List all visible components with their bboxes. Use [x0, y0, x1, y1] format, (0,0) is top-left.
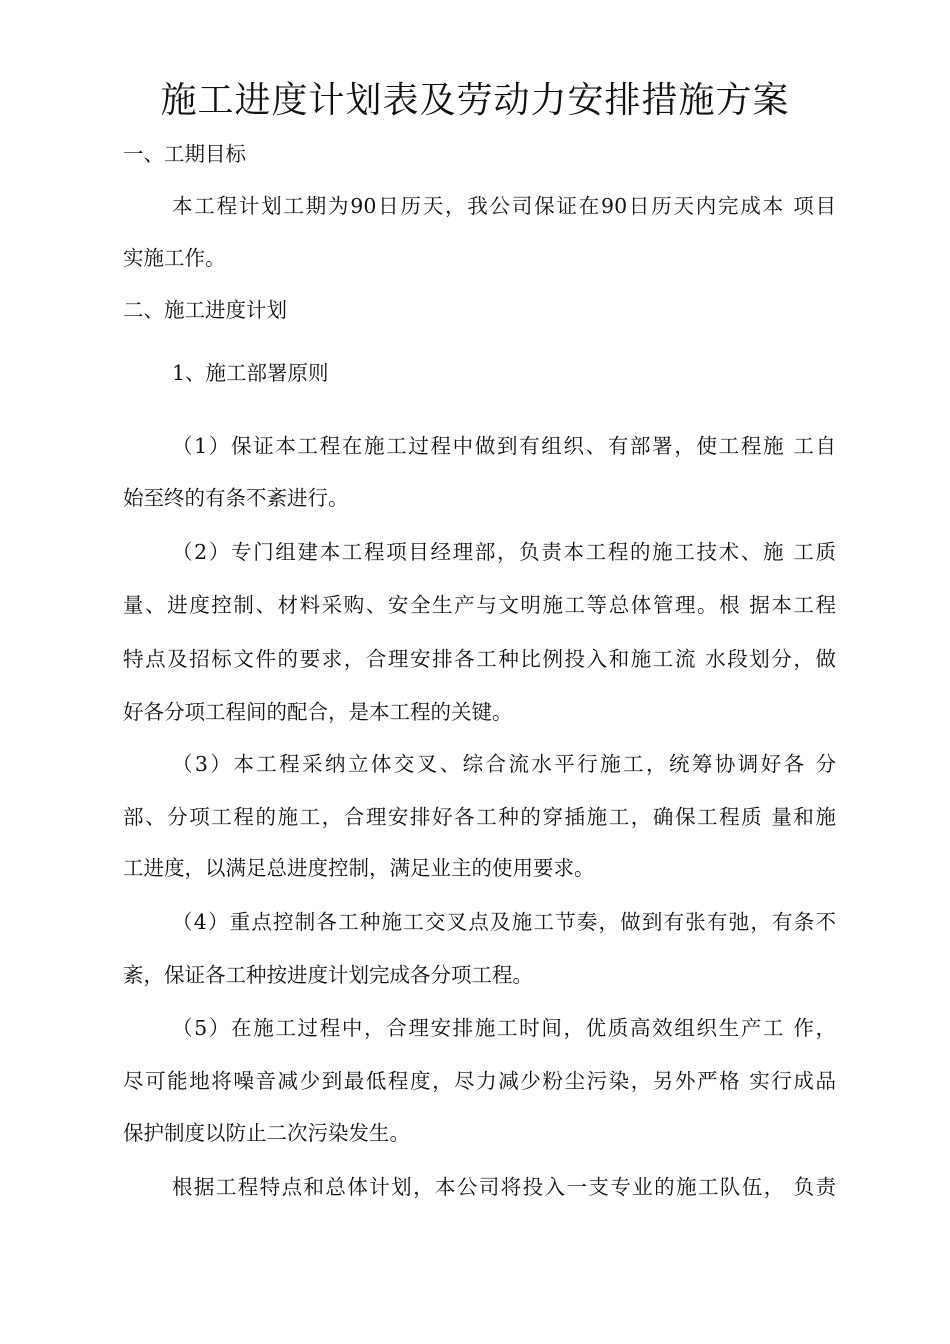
paragraph-line: 始至终的有条不紊进行。: [123, 486, 349, 510]
subsection-heading-1: 1、施工部署原则: [172, 361, 329, 385]
paragraph-line: 根据工程特点和总体计划，本公司将投入一支专业的施工队伍， 负责: [172, 1175, 836, 1199]
document-title: 施工进度计划表及劳动力安排措施方案: [160, 80, 790, 121]
paragraph-line: （4）重点控制各工种施工交叉点及施工节奏，做到有张有弛，有条不: [172, 910, 836, 934]
paragraph-line: 工进度，以满足总进度控制，满足业主的使用要求。: [123, 856, 595, 880]
paragraph-line: 量、进度控制、材料采购、安全生产与文明施工等总体管理。根 据本工程: [123, 593, 836, 617]
paragraph-line: 紊，保证各工种按进度计划完成各分项工程。: [123, 963, 533, 987]
paragraph-line: 部、分项工程的施工，合理安排好各工种的穿插施工，确保工程质 量和施: [123, 805, 836, 829]
paragraph-line: 实施工作。: [123, 246, 226, 270]
paragraph-line: 特点及招标文件的要求，合理安排各工种比例投入和施工流 水段划分，做: [123, 647, 836, 671]
paragraph-line: 本工程计划工期为90日历天，我公司保证在90日历天内完成本 项目: [172, 194, 836, 218]
paragraph-line: 保护制度以防止二次污染发生。: [123, 1121, 410, 1145]
section-heading-2: 二、施工进度计划: [123, 298, 287, 322]
paragraph-line: 好各分项工程间的配合，是本工程的关键。: [123, 700, 513, 724]
paragraph-line: （2）专门组建本工程项目经理部，负责本工程的施工技术、施 工质: [172, 540, 836, 564]
section-heading-1: 一、工期目标: [123, 142, 246, 166]
paragraph-line: 尽可能地将噪音减少到最低程度，尽力减少粉尘污染，另外严格 实行成品: [123, 1069, 836, 1093]
paragraph-line: （3）本工程采纳立体交叉、综合流水平行施工，统筹协调好各 分: [172, 752, 836, 776]
paragraph-line: （5）在施工过程中，合理安排施工时间，优质高效组织生产工 作，: [172, 1016, 836, 1040]
paragraph-line: （1）保证本工程在施工过程中做到有组织、有部署，使工程施 工自: [172, 434, 836, 458]
